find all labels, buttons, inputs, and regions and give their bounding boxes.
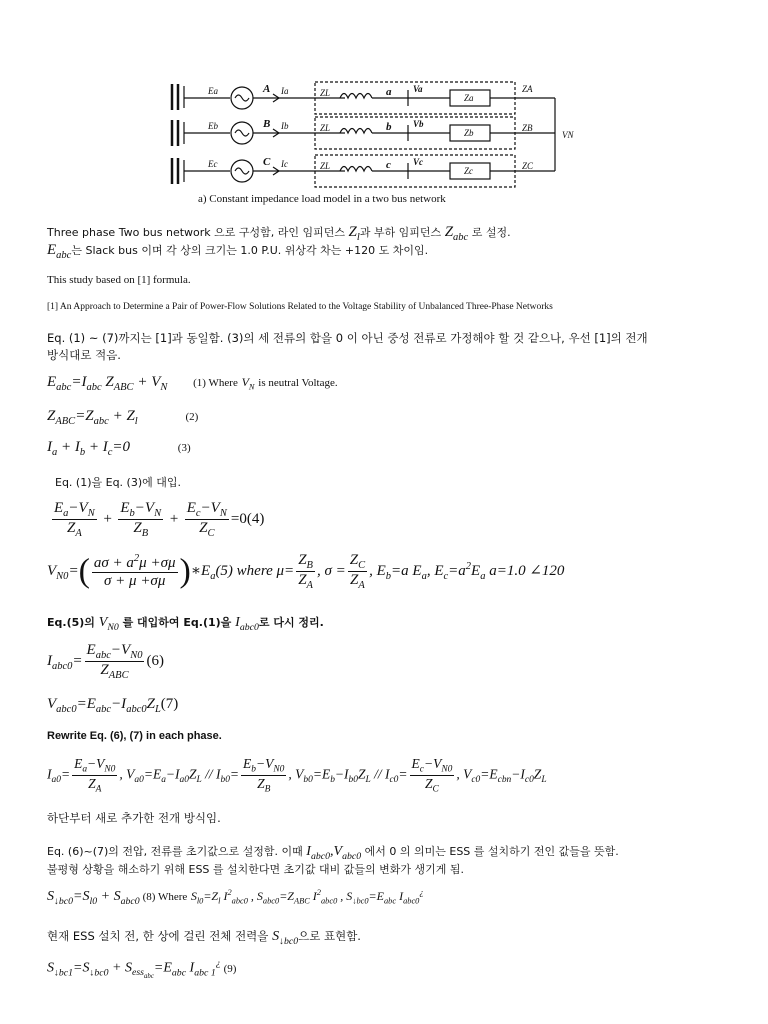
equation-7: $V_{abc0}=E_{abc}-I_{abc0}Z_L(7)$	[47, 696, 179, 715]
label-z-c: ZC	[522, 161, 534, 171]
label-volt-c: Vc	[413, 157, 423, 167]
eq1-tail: is neutral Voltage.	[258, 377, 338, 389]
figure-caption: a) Constant impedance load model in a two bus network	[198, 193, 446, 205]
label-node-a: A	[263, 83, 271, 95]
eq1-note: (1) Where	[193, 377, 238, 389]
circuit-figure	[160, 74, 580, 209]
para-6b: 를 대입하여 Eq.(1)을	[122, 616, 232, 629]
label-volt-b: Vb	[413, 119, 424, 129]
label-source-c: Ec	[208, 159, 218, 169]
equation-2: $Z_{ABC}=Z_{abc} + Z_l$ (2)	[47, 408, 199, 427]
para-4b: 방식대로 적음.	[47, 348, 121, 362]
label-load-c: Zc	[464, 166, 473, 176]
label-node-c: C	[263, 156, 271, 168]
label-source-a: Ea	[208, 86, 218, 96]
label-current-b: Ib	[281, 121, 289, 131]
label-current-c: Ic	[281, 159, 288, 169]
para-2: $E_{abc}$는 Slack bus 이며 각 상의 크기는 1.0 P.U. 위상각 차는 +120 도 차이임.	[47, 242, 429, 261]
equation-9: $S_{↓bc1}=S_{↓bc0} + S_{ess_{abc}}=E_{abc}$ $I_{abc 1}^¿$ (9)	[47, 958, 237, 981]
reference-1: [1] An Approach to Determine a Pair of Power-Flow Solutions Related to the Voltage Stability of Unbalanced Three-Phase Networks	[47, 302, 553, 312]
para-10a: 현재 ESS 설치 전, 한 상에 걸린 전체 전력을	[47, 929, 269, 943]
para-6: Eq.(5)의 $V_{N0}$ 를 대입하여 Eq.(1)을 $I_{abc0}$로 다시 정리.	[47, 615, 324, 633]
equation-4: $\frac{E_a-V_N}{Z_A}$ + $\frac{E_b-V_N}{Z_B}$ + $\frac{E_c-V_N}{Z_C}$ =0(4)	[54, 500, 265, 539]
eq2-number: (2)	[185, 411, 199, 423]
equation-1: $E_{abc}=I_{abc}$ $Z_{ABC} + V_N$ (1) Where $V_N$ is neutral Voltage.	[47, 374, 338, 393]
label-line-a: ZL	[320, 88, 331, 98]
para-10: 현재 ESS 설치 전, 한 상에 걸린 전체 전력을 $S_{↓bc0}$으로 표현함.	[47, 929, 361, 947]
label-load-a: Za	[464, 93, 474, 103]
para-5: Eq. (1)을 Eq. (3)에 대입.	[55, 476, 182, 489]
para-9a-text: Eq. (6)~(7)의 전압, 전류를 초기값으로 설정함. 이때	[47, 845, 303, 858]
para-1b: 과 부하 임피던스	[359, 226, 442, 239]
para-6c: 로 다시 정리.	[258, 616, 324, 629]
para-10b: 으로 표현함.	[298, 929, 361, 943]
para-4a: Eq. (1) ~ (7)까지는 [1]과 동일함. (3)의 세 전류의 합을 0 이 아닌 중성 전류로 가정해야 할 것 같으나, 우선 [1]의 전개	[47, 331, 648, 345]
para-2-text: 는 Slack bus 이며 각 상의 크기는 1.0 P.U. 위상각 차는 +120 도 차이임.	[71, 244, 429, 257]
para-1c: 로 설정.	[471, 226, 511, 239]
para-9c: 불평형 상황을 해소하기 위해 ESS 를 설치한다면 초기값 대비 값들의 변화가 생기게 됨.	[47, 863, 465, 876]
label-z-b: ZB	[522, 123, 533, 133]
para-3: This study based on [1] formula.	[47, 274, 191, 286]
eq3-number: (3)	[177, 442, 191, 454]
equation-8: $S_{↓bc0}=S_{l0} + S_{abc0}$ (8) Where $S_{l0}=Z_l$ $I^2_{abc0}$ , $S_{abc0}=Z_{ABC}$ $I^2_{abc0}$ , $S_{↓bc0}=E_{abc}$ $I_{abc0}^¿$	[47, 888, 424, 907]
para-1a: Three phase Two bus network 으로 구성함, 라인 임피던스	[47, 226, 346, 239]
label-node-b: B	[263, 118, 271, 130]
label-line-c: ZL	[320, 161, 331, 171]
equation-3: $I_a + I_b + I_c=0$ (3)	[47, 439, 191, 458]
equation-6: $I_{abc0}=$ $\frac{E_{abc}-V_{N0}}{Z_{ABC}}$ (6)	[47, 642, 164, 681]
equation-phases: $I_{a0}=$ $\frac{E_a-V_{N0}}{Z_A}$ , $V_{a0}=E_a-I_{a0}Z_L // I_{b0}=$ $\frac{E_b-V_{N0}}{Z_B}$ , $V_{b0}=E_b-I_{b0}Z_L // I_{c0}=$ $\frac{E_c-V_{N0}}{Z_C}$ , $V_{c0}=E_{cbn}-I_{c0}Z_L$	[47, 756, 547, 795]
label-load-b: Zb	[464, 128, 474, 138]
para-8: 하단부터 새로 추가한 전개 방식임.	[47, 811, 221, 825]
eq7-number: (7)	[160, 696, 179, 712]
para-9b-text: 에서 0 의 의미는 ESS 를 설치하기 전인 값들을 뜻함.	[364, 845, 619, 858]
equation-5: $V_{N0}=$( $\frac{a\sigma + a^2\mu +\sigma\mu}{\sigma + \mu +\sigma\mu}$ )$∗E_a(5)$ where μ= $\frac{Z_B}{Z_A}$ , σ = $\frac{Z_C}{Z_A}$ , $E_b=a$ $E_a$, $E_c=a^2E_a$ a=1.0 ∠120	[47, 552, 565, 591]
eq8-number: (8) Where	[142, 891, 188, 903]
label-volt-a: Va	[413, 84, 423, 94]
eq4-tail: =0(4)	[230, 510, 265, 527]
label-bus-b: b	[386, 121, 392, 133]
label-source-b: Eb	[208, 121, 218, 131]
para-1: Three phase Two bus network 으로 구성함, 라인 임피던스 $Z_l$과 부하 임피던스 $Z_{abc}$ 로 설정.	[47, 224, 511, 243]
label-line-b: ZL	[320, 123, 331, 133]
eq6-number: (6)	[146, 652, 164, 669]
label-current-a: Ia	[281, 86, 289, 96]
label-neutral: VN	[562, 130, 574, 140]
para-7: Rewrite Eq. (6), (7) in each phase.	[47, 730, 222, 742]
para-6a: Eq.(5)의	[47, 616, 95, 629]
label-bus-a: a	[386, 86, 392, 98]
para-9a: Eq. (6)~(7)의 전압, 전류를 초기값으로 설정함. 이때 $I_{abc0},V_{abc0}$ 에서 0 의 의미는 ESS 를 설치하기 전인 값들을 뜻함.	[47, 844, 619, 862]
label-bus-c: c	[386, 159, 391, 171]
label-z-a: ZA	[522, 84, 533, 94]
eq9-number: (9)	[223, 962, 237, 975]
